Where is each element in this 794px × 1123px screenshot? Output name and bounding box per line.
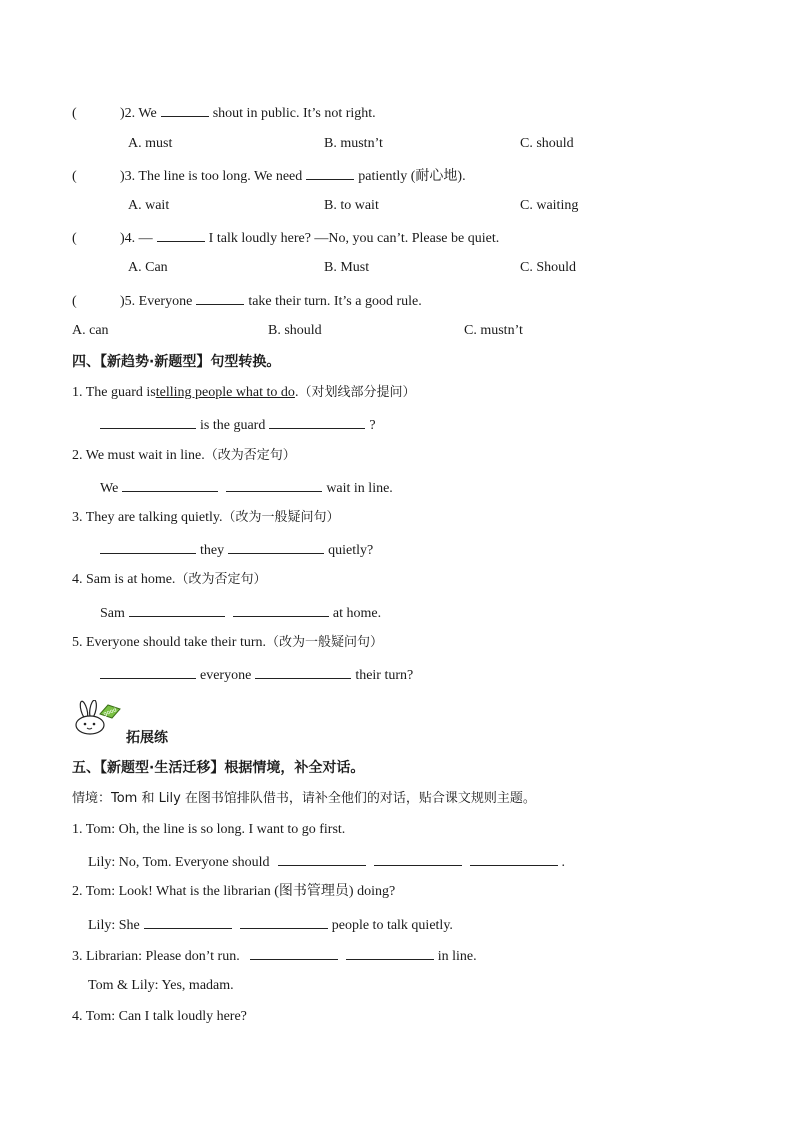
sentence-text: 5. Everyone should take their turn. bbox=[72, 635, 267, 650]
answer-blank[interactable] bbox=[100, 413, 196, 429]
question-stem-rest: I talk loudly here? —No, you can’t. Please be quiet. bbox=[208, 231, 500, 246]
answer-text: wait in line. bbox=[326, 481, 393, 496]
answer-text: quietly? bbox=[328, 543, 374, 558]
option-a: A. can bbox=[72, 323, 109, 338]
answer-blank[interactable] bbox=[374, 850, 462, 866]
question-4-options bbox=[72, 257, 734, 279]
answer-blank[interactable] bbox=[306, 164, 354, 180]
option-a: A. wait bbox=[128, 198, 170, 213]
answer-blank[interactable] bbox=[346, 944, 434, 960]
question-3 bbox=[72, 164, 734, 186]
sentence-end: . bbox=[294, 385, 299, 400]
answer-paren: ( bbox=[72, 106, 77, 121]
transform-3 bbox=[72, 507, 734, 529]
instruction-note: （改为一般疑问句） bbox=[266, 635, 384, 650]
answer-blank[interactable] bbox=[255, 663, 351, 679]
option-c: C. Should bbox=[520, 260, 577, 275]
question-3-options bbox=[72, 195, 734, 217]
question-stem: )5. Everyone bbox=[120, 294, 193, 309]
dialogue-4-tom: 4. Tom: Can I talk loudly here? bbox=[72, 1009, 247, 1024]
option-a: A. Can bbox=[128, 260, 168, 275]
answer-text: We bbox=[100, 481, 119, 496]
question-stem-rest: take their turn. It’s a good rule. bbox=[248, 294, 422, 309]
answer-text: everyone bbox=[200, 668, 252, 683]
question-4 bbox=[72, 226, 734, 248]
question-stem: )2. We bbox=[120, 106, 157, 121]
badge-label: good bbox=[102, 707, 118, 718]
answer-blank[interactable] bbox=[196, 289, 244, 305]
transform-1-answer bbox=[100, 413, 734, 435]
answer-blank[interactable] bbox=[122, 476, 218, 492]
sentence-text: 4. Sam is at home. bbox=[72, 572, 176, 587]
section-4-title: 四、【新趋势·新题型】句型转换。 bbox=[72, 354, 281, 370]
dialogue-text: in line. bbox=[437, 949, 477, 964]
answer-blank[interactable] bbox=[129, 601, 225, 617]
dialogue-3-librarian bbox=[72, 944, 734, 966]
answer-paren: ( bbox=[72, 169, 77, 184]
question-stem-rest: patiently (耐心地). bbox=[358, 169, 466, 184]
instruction-note: （改为否定句） bbox=[175, 572, 267, 587]
transform-5-answer bbox=[100, 663, 734, 685]
instruction-note: （改为一般疑问句） bbox=[222, 510, 340, 525]
dialogue-3-reply: Tom & Lily: Yes, madam. bbox=[88, 978, 234, 993]
dialogue-text: Lily: No, Tom. Everyone should bbox=[88, 855, 270, 870]
extension-title: 拓展练 bbox=[126, 730, 168, 746]
answer-blank[interactable] bbox=[278, 850, 366, 866]
answer-text: is the guard bbox=[200, 418, 266, 433]
answer-blank[interactable] bbox=[226, 476, 322, 492]
answer-text: their turn? bbox=[355, 668, 414, 683]
dialogue-1-tom: 1. Tom: Oh, the line is so long. I want to go first. bbox=[72, 822, 346, 837]
option-a: A. must bbox=[128, 136, 173, 151]
option-b: B. to wait bbox=[324, 198, 379, 213]
answer-blank[interactable] bbox=[250, 944, 338, 960]
sentence-text: 3. They are talking quietly. bbox=[72, 510, 223, 525]
question-2 bbox=[72, 101, 734, 123]
option-c: C. should bbox=[520, 136, 574, 151]
answer-blank[interactable] bbox=[233, 601, 329, 617]
question-5-options bbox=[72, 320, 734, 342]
question-5 bbox=[72, 289, 734, 311]
answer-blank[interactable] bbox=[157, 226, 205, 242]
option-b: B. mustn’t bbox=[324, 136, 383, 151]
dialogue-2-lily bbox=[88, 913, 734, 935]
transform-2 bbox=[72, 445, 734, 467]
sentence-text: 2. We must wait in line. bbox=[72, 448, 205, 463]
answer-text: Sam bbox=[100, 606, 125, 621]
transform-5 bbox=[72, 632, 734, 654]
option-c: C. waiting bbox=[520, 198, 579, 213]
scenario-context: 情境：Tom 和 Lily 在图书馆排队借书，请补全他们的对话，贴合课文规则主题。 bbox=[72, 791, 536, 806]
answer-text: they bbox=[200, 543, 225, 558]
answer-blank[interactable] bbox=[228, 538, 324, 554]
dialogue-text: . bbox=[561, 855, 566, 870]
instruction-note: （改为否定句） bbox=[204, 448, 296, 463]
underlined-part: telling people what to do bbox=[155, 385, 295, 400]
dialogue-1-lily bbox=[88, 850, 734, 872]
answer-blank[interactable] bbox=[144, 913, 232, 929]
instruction-note: （对划线部分提问） bbox=[298, 385, 416, 400]
answer-blank[interactable] bbox=[269, 413, 365, 429]
transform-1 bbox=[72, 382, 734, 404]
answer-text: at home. bbox=[332, 606, 382, 621]
dialogue-text: 3. Librarian: Please don’t run. bbox=[72, 949, 240, 964]
question-2-options bbox=[72, 133, 734, 155]
section-5-title: 五、【新题型·生活迁移】根据情境，补全对话。 bbox=[72, 760, 365, 776]
transform-3-answer bbox=[100, 538, 734, 560]
sentence-text: 1. The guard is bbox=[72, 385, 156, 400]
question-stem: )4. — bbox=[120, 231, 153, 246]
dialogue-text: people to talk quietly. bbox=[331, 918, 453, 933]
transform-2-answer bbox=[100, 476, 734, 498]
transform-4 bbox=[72, 569, 734, 591]
answer-blank[interactable] bbox=[100, 538, 196, 554]
dialogue-2-tom: 2. Tom: Look! What is the librarian (图书管理员) doing? bbox=[72, 884, 396, 899]
option-c: C. mustn’t bbox=[464, 323, 523, 338]
answer-blank[interactable] bbox=[470, 850, 558, 866]
answer-paren: ( bbox=[72, 294, 77, 309]
option-b: B. should bbox=[268, 323, 322, 338]
bunny-mascot-icon bbox=[74, 700, 124, 736]
answer-paren: ( bbox=[72, 231, 77, 246]
answer-blank[interactable] bbox=[240, 913, 328, 929]
answer-blank[interactable] bbox=[100, 663, 196, 679]
question-stem: )3. The line is too long. We need bbox=[120, 169, 303, 184]
answer-text: ? bbox=[369, 418, 376, 433]
transform-4-answer bbox=[100, 601, 734, 623]
option-b: B. Must bbox=[324, 260, 370, 275]
dialogue-text: Lily: She bbox=[88, 918, 140, 933]
answer-blank[interactable] bbox=[161, 101, 209, 117]
question-stem-rest: shout in public. It’s not right. bbox=[212, 106, 376, 121]
